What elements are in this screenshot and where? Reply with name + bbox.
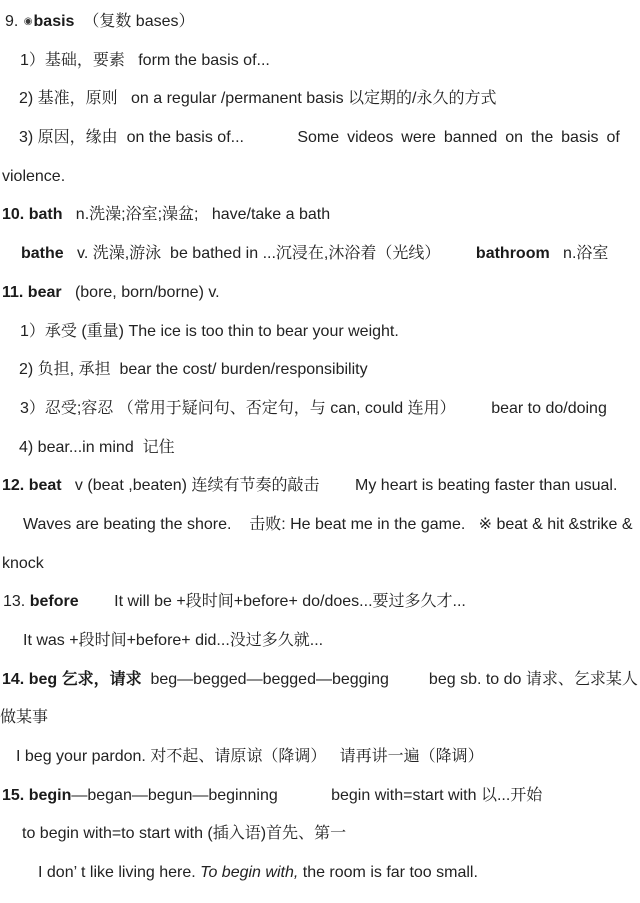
text-segment: It will be +段时间+before+ do/does...要过多久才... [78, 593, 466, 611]
text-segment: v. 洗澡,游泳 be bathed in ...沉浸在,沐浴着（光线） [63, 245, 441, 263]
text-segment: violence. [2, 167, 66, 185]
doc-line [0, 80, 640, 119]
doc-line [0, 738, 640, 777]
doc-line [0, 815, 640, 854]
text-segment: knock [2, 554, 44, 572]
text-segment: 2) 负担, 承担 bear the cost/ burden/responsibility [19, 361, 368, 379]
text-segment [319, 477, 355, 494]
text-segment: 做某事 [0, 709, 49, 727]
text-segment: beg—begged—begged—begging [141, 670, 389, 688]
doc-line [0, 429, 640, 468]
headword-text: 14. beg 乞求，请求 [2, 670, 142, 688]
text-segment: (bore, born/borne) v. [61, 283, 220, 301]
text-segment: v (beat ,beaten) 连续有节奏的敲击 [61, 477, 320, 495]
text-segment: （复数 bases） [74, 13, 195, 30]
text-segment: I beg your pardon. 对不起、请原谅（降调） 请再讲一遍（降调） [16, 748, 484, 766]
doc-line [0, 158, 640, 197]
doc-line [0, 390, 640, 429]
text-segment [440, 245, 476, 262]
headword-text: before [29, 593, 79, 611]
text-segment: 3）忍受;容忍 （常用于疑问句、否定句，与 can, could 连用） [20, 399, 456, 417]
text-segment: I don’ t like living here. [38, 864, 201, 882]
text-segment [389, 671, 429, 688]
doc-line [0, 506, 640, 545]
text-segment: 13. [3, 593, 30, 611]
text-segment: to begin with=to start with (插入语)首先、第一 [22, 825, 347, 843]
text-segment: 1）基础，要素 form the basis of... [20, 51, 270, 69]
text-segment: the room is far too small. [298, 864, 478, 882]
text-segment: Waves are beating the shore. 击败: He beat me in the game. ※ beat & hit &strike & [23, 515, 633, 533]
doc-line [0, 351, 640, 390]
text-segment: n.洗澡;浴室;澡盆; have/take a bath [62, 206, 331, 224]
text-segment: It was +段时间+before+ did...没过多久就... [23, 632, 324, 649]
entry-marker-icon: ◉ [23, 16, 33, 27]
doc-line [0, 235, 640, 274]
doc-line [0, 661, 640, 700]
text-segment: To begin with, [200, 864, 299, 882]
doc-line [0, 119, 640, 158]
text-segment: Some videos were banned on the basis of [297, 129, 620, 147]
doc-line [0, 777, 640, 816]
doc-line [0, 3, 640, 42]
doc-line [0, 467, 640, 506]
text-segment [244, 129, 297, 146]
headword-text: 12. beat [2, 477, 62, 495]
headword-text: 11. bear [2, 283, 62, 301]
text-segment [278, 787, 331, 804]
text-segment [456, 400, 492, 417]
text-segment: begin with=start with 以...开始 [331, 786, 543, 804]
doc-line [0, 196, 640, 235]
doc-line [0, 274, 640, 313]
text-segment: My heart is beating faster than usual. [355, 477, 618, 495]
doc-line [0, 622, 640, 661]
headword-text: 10. bath [2, 206, 63, 224]
text-segment: beg sb. to do 请求、乞求某人 [428, 670, 638, 688]
headword-text: bathroom [475, 245, 550, 263]
doc-line [0, 583, 640, 622]
text-segment: —began—begun—beginning [71, 786, 278, 804]
text-segment: 2) 基准，原则 on a regular /permanent basis 以定期的/永久的方式 [19, 90, 497, 108]
text-segment: 9. [5, 13, 23, 30]
doc-line [0, 699, 640, 738]
doc-line [0, 854, 640, 893]
doc-line [0, 313, 640, 352]
doc-line [0, 545, 640, 584]
text-segment: bear to do/doing [491, 399, 607, 417]
headword-text: bathe [21, 245, 64, 263]
text-segment: 1）承受 (重量) The ice is too thin to bear your weight. [20, 322, 399, 340]
headword-text: basis [33, 13, 75, 30]
doc-line [0, 42, 640, 81]
text-segment: n.浴室 [549, 245, 609, 263]
text-segment: 4) bear...in mind 记住 [19, 438, 175, 456]
text-segment: 3) 原因，缘由 on the basis of... [19, 129, 244, 147]
headword-text: 15. begin [2, 786, 72, 804]
